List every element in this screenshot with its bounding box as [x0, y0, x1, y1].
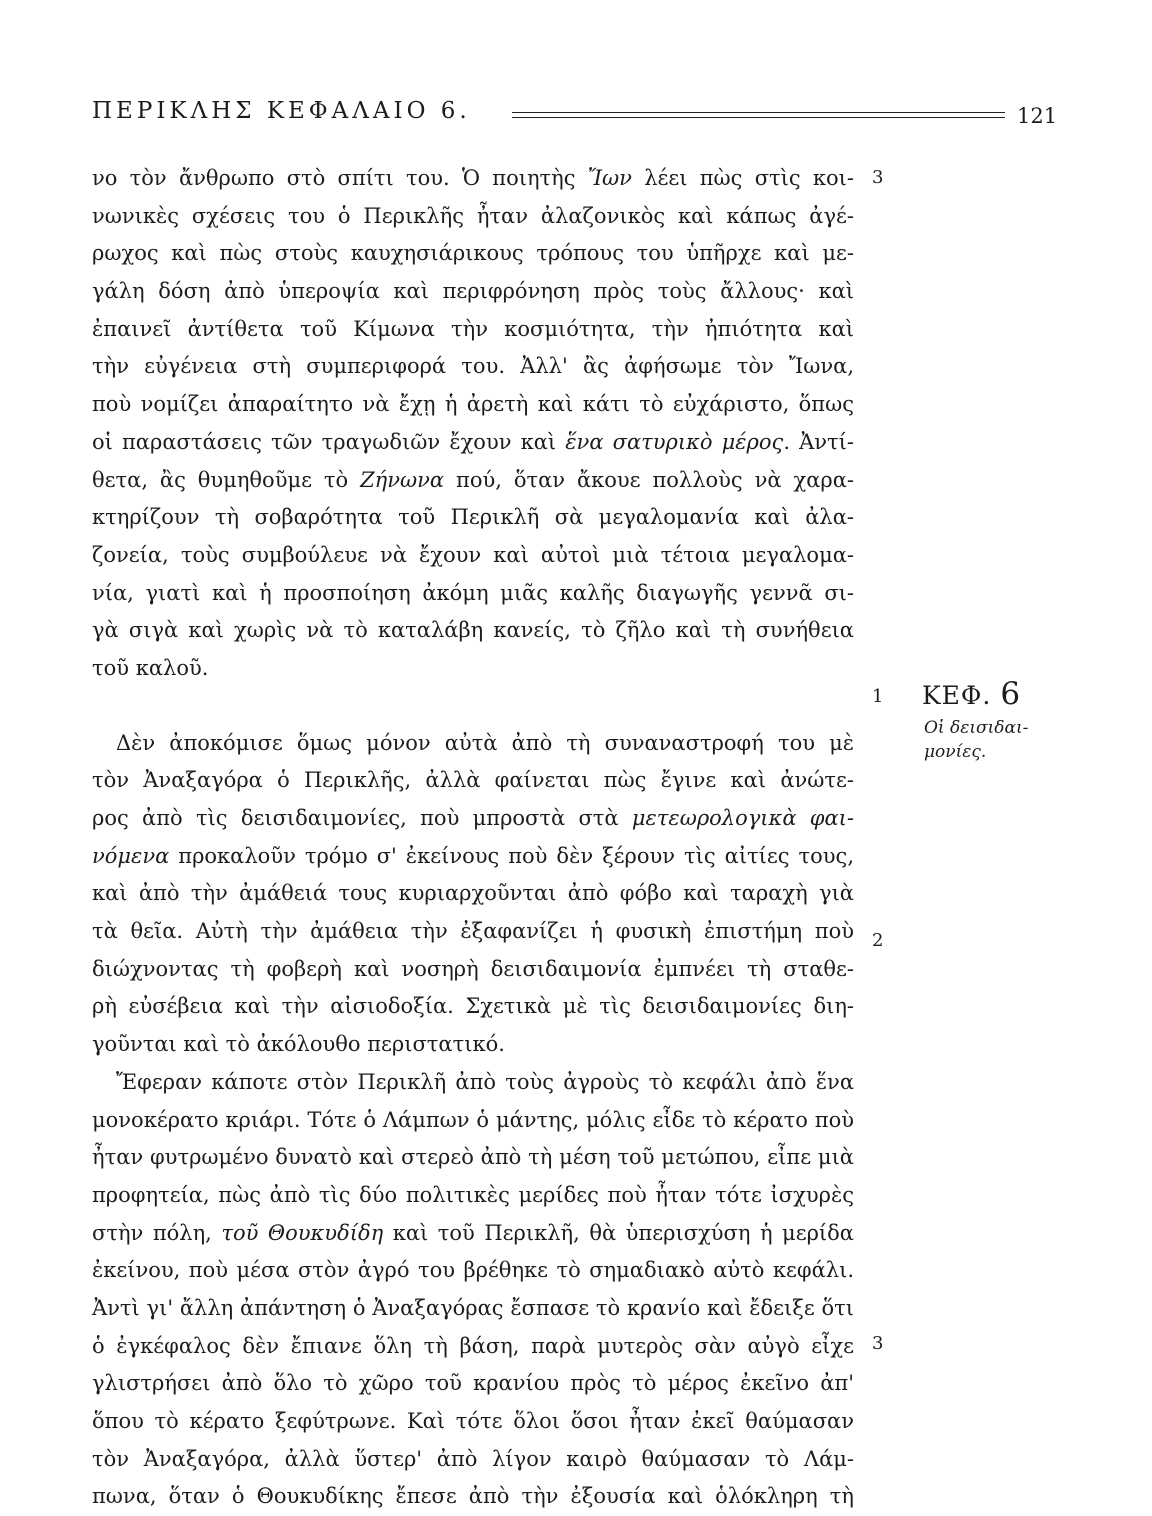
text-line: ἦταν φυτρωμένο δυνατὸ καὶ στερεὸ ἀπὸ τὴ μέση τοῦ μετώπου, εἶπε μιὰ [92, 1145, 854, 1170]
page-number: 121 [1017, 104, 1058, 128]
text-line: νο τὸν ἄνθρωπο στὸ σπίτι του. Ὁ ποιητὴς Ἴων λέει πὼς στὶς κοι- [92, 166, 854, 190]
text-line: ὁ ἐγκέφαλος δὲν ἔπιανε ὅλη τὴ βάση, παρὰ μυτερὸς σὰν αὐγὸ εἶχε [92, 1333, 854, 1358]
text-line: τὴν εὐγένεια στὴ συμπεριφορά του. Ἀλλ' ἂς ἀφήσωμε τὸν Ἴωνα, [92, 354, 854, 379]
section-number: 2 [872, 930, 884, 951]
text-line: γλιστρήσει ἀπὸ ὅλο τὸ χῶρο τοῦ κρανίου πρὸς τὸ μέρος ἐκεῖνο ἀπ' [92, 1371, 854, 1396]
text-line: ρὴ εὐσέβεια καὶ τὴν αἰσιοδοξία. Σχετικὰ μὲ τὶς δεισιδαιμονίες διη- [92, 994, 854, 1019]
paragraph-2 [92, 725, 854, 1064]
text-line: πωνα, ὅταν ὁ Θουκυδίκης ἔπεσε ἀπὸ τὴν ἐξουσία καὶ ὁλόκληρη τὴ [92, 1484, 854, 1509]
chapter-number: 6 [1000, 676, 1022, 712]
text-line: ἐπαινεῖ ἀντίθετα τοῦ Κίμωνα τὴν κοσμιότητα, τὴν ἠπιότητα καὶ [92, 316, 854, 341]
text-line: ζονεία, τοὺς συμβούλευε νὰ ἔχουν καὶ αὐτοὶ μιὰ τέτοια μεγαλομα- [92, 542, 854, 567]
section-number: 3 [872, 1333, 884, 1354]
main-text [92, 160, 854, 1516]
paragraph-gap [92, 688, 854, 725]
text-line: ρος ἀπὸ τὶς δεισιδαιμονίες, ποὺ μπροστὰ στὰ μετεωρολογικὰ φαι- [92, 806, 854, 830]
text-line: καὶ ἀπὸ τὴν ἀμάθειά τους κυριαρχοῦνται ἀπὸ φόβο καὶ ταραχὴ γιὰ [92, 881, 854, 906]
text-line: ρωχος καὶ πὼς στοὺς καυχησιάρικους τρόπους του ὑπῆρχε καὶ με- [92, 241, 854, 266]
text-line: θετα, ἂς θυμηθοῦμε τὸ Ζήνωνα πού, ὅταν ἄκουε πολλοὺς νὰ χαρα- [92, 467, 855, 492]
text-line: ἐκείνου, ποὺ μέσα στὸν ἀγρό του βρέθηκε τὸ σημαδιακὸ αὐτὸ κεφάλι. [92, 1258, 854, 1283]
text-line: ποὺ νομίζει ἀπαραίτητο νὰ ἔχῃ ἡ ἀρετὴ καὶ κάτι τὸ εὐχάριστο, ὅπως [92, 392, 854, 417]
text-line: στὴν πόλη, τοῦ Θουκυδίδη καὶ τοῦ Περικλῆ, θὰ ὑπερισχύση ἡ μερίδα [92, 1220, 854, 1245]
header-rule [512, 112, 1005, 113]
text-line: διώχνοντας τὴ φοβερὴ καὶ νοσηρὴ δεισιδαιμονία ἐμπνέει τὴ σταθε- [92, 956, 854, 981]
text-line: γὰ σιγὰ καὶ χωρὶς νὰ τὸ καταλάβη κανείς, τὸ ζῆλο καὶ τὴ συνήθεια [92, 618, 854, 643]
text-line: γοῦνται καὶ τὸ ἀκόλουθο περιστατικό. [92, 1032, 505, 1057]
text-line: νωνικὲς σχέσεις του ὁ Περικλῆς ἦταν ἀλαζονικὸς καὶ κάπως ἀγέ- [92, 203, 854, 228]
text-line: νία, γιατὶ καὶ ἡ προσποίηση ἀκόμη μιᾶς καλῆς διαγωγῆς γεννᾶ σι- [92, 580, 854, 605]
text-line: γάλη δόση ἀπὸ ὑπεροψία καὶ περιφρόνηση πρὸς τοὺς ἄλλους· καὶ [92, 279, 854, 304]
text-line: Δὲν ἀποκόμισε ὅμως μόνον αὐτὰ ἀπὸ τὴ συναναστροφή του μὲ [116, 730, 854, 755]
text-line: κτηρίζουν τὴ σοβαρότητα τοῦ Περικλῆ σὰ μεγαλομανία καὶ ἀλα- [92, 505, 854, 530]
text-line: τὰ θεῖα. Αὐτὴ τὴν ἀμάθεια τὴν ἐξαφανίζει ἡ φυσικὴ ἐπιστήμη ποὺ [92, 919, 854, 944]
text-line: Ἔφεραν κάποτε στὸν Περικλῆ ἀπὸ τοὺς ἀγροὺς τὸ κεφάλι ἀπὸ ἕνα [116, 1069, 854, 1094]
running-head: ΠΕΡΙΚΛΗΣ ΚΕΦΑΛΑΙΟ 6. [92, 98, 471, 124]
section-number: 3 [872, 167, 884, 188]
text-line: οἱ παραστάσεις τῶν τραγωδιῶν ἔχουν καὶ ἕνα σατυρικὸ μέρος. Ἀντί- [92, 429, 854, 454]
text-line: ὅπου τὸ κέρατο ξεφύτρωνε. Καὶ τότε ὅλοι ὅσοι ἦταν ἐκεῖ θαύμασαν [92, 1409, 854, 1433]
text-line: τοῦ καλοῦ. [92, 655, 209, 680]
paragraph-3 [92, 1064, 854, 1516]
chapter-label: ΚΕΦ. 6 [922, 676, 1022, 712]
text-line: νόμενα προκαλοῦν τρόμο σ' ἐκείνους ποὺ δὲν ξέρουν τὶς αἰτίες τους, [92, 843, 854, 868]
section-number: 1 [872, 686, 884, 707]
text-line: τὸν Ἀναξαγόρα ὁ Περικλῆς, ἀλλὰ φαίνεται πὼς ἔγινε καὶ ἀνώτε- [92, 768, 854, 793]
chapter-subtitle: Οἱ δεισιδαι- μονίες. [924, 718, 1029, 762]
text-line: μονοκέρατο κριάρι. Τότε ὁ Λάμπων ὁ μάντης, μόλις εἶδε τὸ κέρατο ποὺ [92, 1107, 854, 1132]
text-line: τὸν Ἀναξαγόρα, ἀλλὰ ὕστερ' ἀπὸ λίγον καιρὸ θαύμασαν τὸ Λάμ- [92, 1446, 854, 1471]
page-header [92, 98, 1072, 138]
text-line: Ἀντὶ γι' ἄλλη ἀπάντηση ὁ Ἀναξαγόρας ἔσπασε τὸ κρανίο καὶ ἔδειξε ὅτι [92, 1295, 854, 1320]
header-rule [512, 117, 1005, 118]
margin-heading [922, 676, 1072, 764]
text-line: προφητεία, πὼς ἀπὸ τὶς δύο πολιτικὲς μερίδες ποὺ ἦταν τότε ἰσχυρὲς [92, 1182, 854, 1207]
paragraph-1 [92, 160, 854, 688]
